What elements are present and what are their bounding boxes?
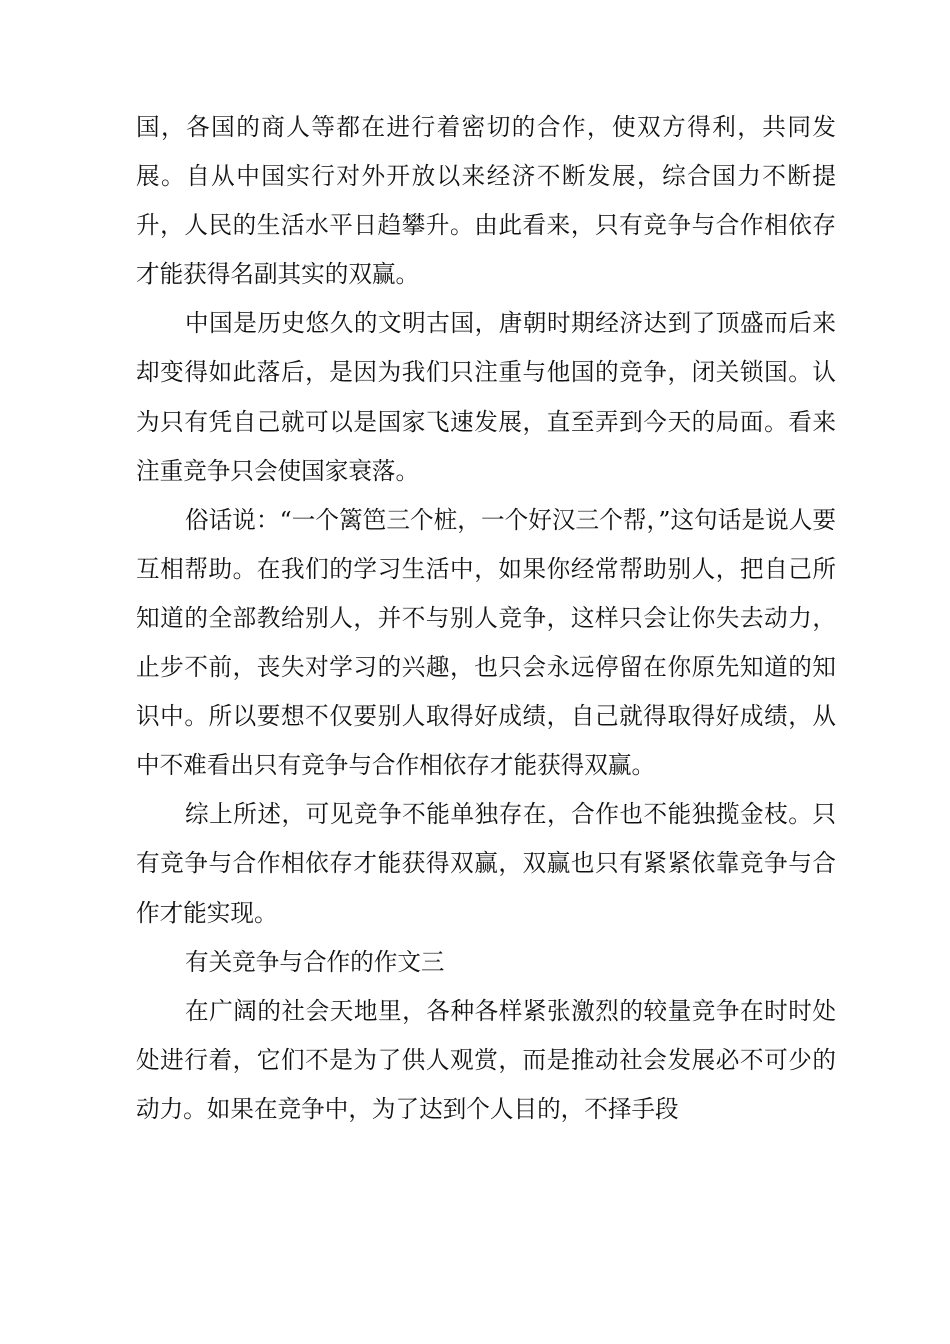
paragraph-5: 在广阔的社会天地里，各种各样紧张激烈的较量竞争在时时处处进行着，它们不是为了供人观赏，而是推动社会发展必不可少的动力。如果在竞争中，为了达到个人目的，不择手段: [136, 996, 836, 1123]
paragraph-2: 中国是历史悠久的文明古国，唐朝时期经济达到了顶盛而后来却变得如此落后，是因为我们只注重与他国的竞争，闭关锁国。认为只有凭自己就可以是国家飞速发展，直至弄到今天的局面。看来注重竞争只会使国家衰落。: [136, 309, 836, 485]
paragraph-3: 俗话说：“一个篱笆三个桩，一个好汉三个帮，”这句话是说人要互相帮助。在我们的学习生活中，如果你经常帮助别人，把自己所知道的全部教给别人，并不与别人竞争，这样只会让你失去动力，止步不前，丧失对学习的兴趣，也只会永远停留在你原先知道的知识中。所以要想不仅要别人取得好成绩，自己就得取得好成绩，从中不难看出只有竞争与合作相依存才能获得双赢。: [136, 505, 836, 780]
document-body: [136, 103, 836, 1134]
section-heading: 有关竞争与合作的作文三: [185, 947, 445, 976]
paragraph-4: 综上所述，可见竞争不能单独存在，合作也不能独揽金枝。只有竞争与合作相依存才能获得双赢，双赢也只有紧紧依靠竞争与合作才能实现。: [136, 800, 836, 927]
paragraph-1: 国，各国的商人等都在进行着密切的合作，使双方得利，共同发展。自从中国实行对外开放以来经济不断发展，综合国力不断提升，人民的生活水平日趋攀升。由此看来，只有竞争与合作相依存才能获得名副其实的双赢。: [136, 113, 836, 289]
